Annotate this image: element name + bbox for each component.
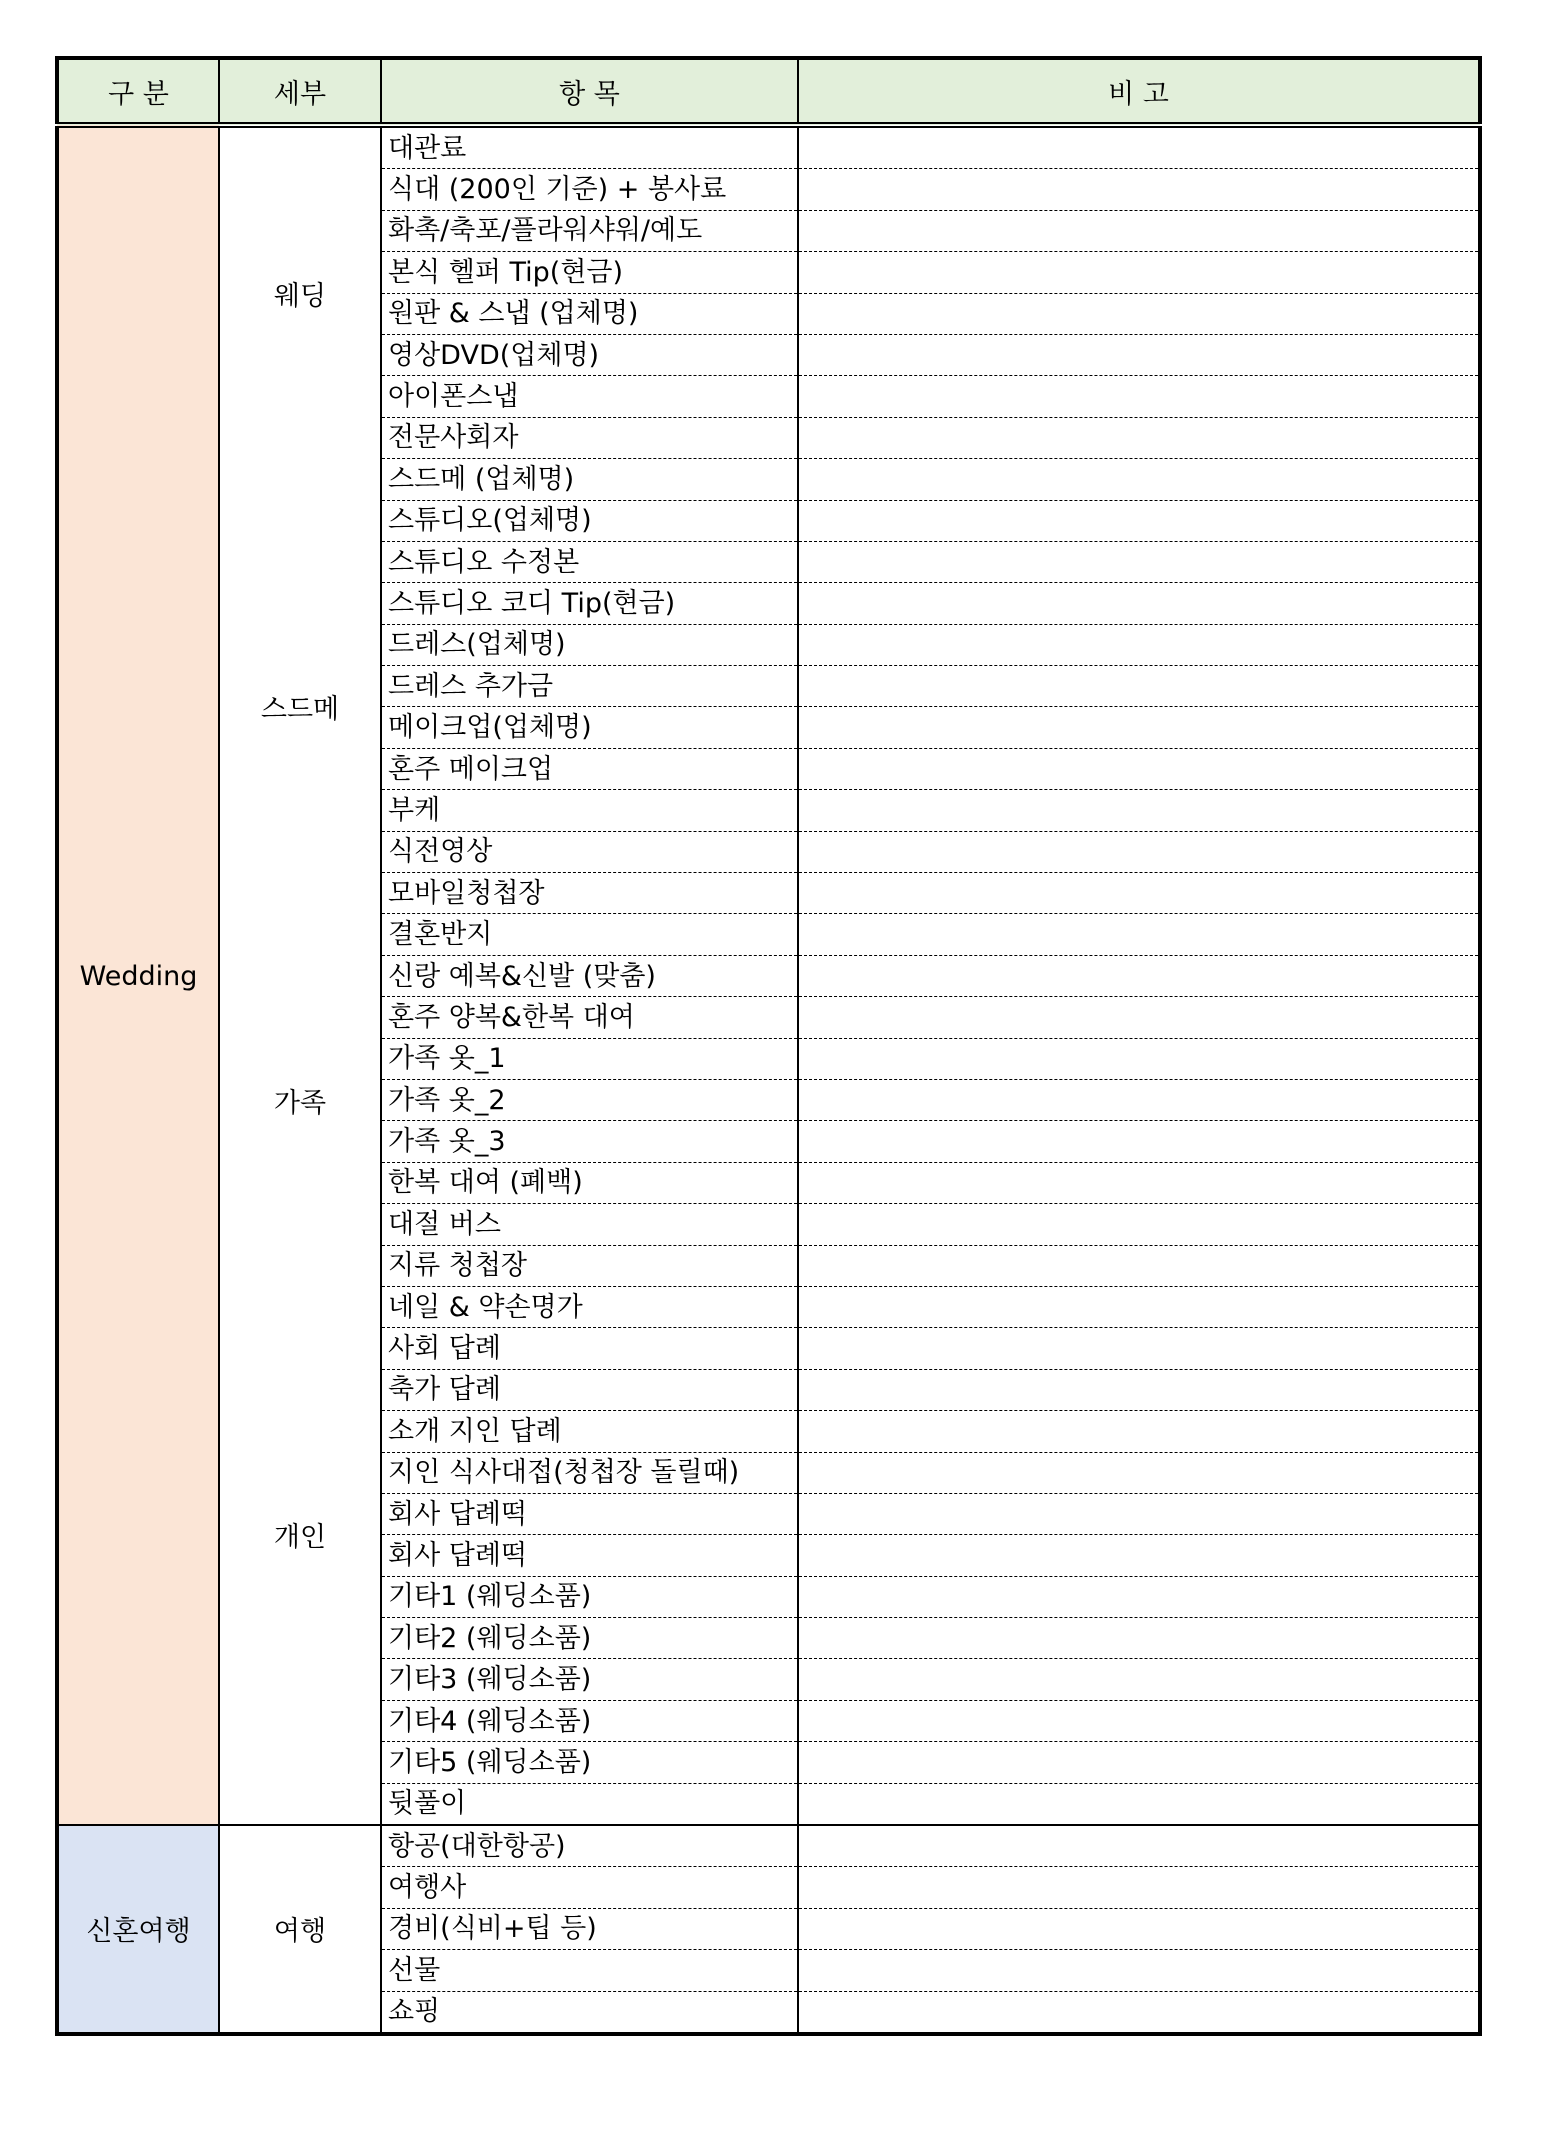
item-cell: 네일 & 약손명가	[381, 1286, 798, 1327]
item-cell: 대절 버스	[381, 1204, 798, 1245]
item-cell: 축가 답례	[381, 1369, 798, 1410]
note-cell[interactable]	[798, 541, 1480, 582]
item-cell: 혼주 양복&한복 대여	[381, 997, 798, 1038]
item-cell: 본식 헬퍼 Tip(현금)	[381, 252, 798, 293]
item-cell: 부케	[381, 790, 798, 831]
note-cell[interactable]	[798, 873, 1480, 914]
note-cell[interactable]	[798, 1286, 1480, 1327]
item-cell: 스드메 (업체명)	[381, 459, 798, 500]
item-cell: 항공(대한항공)	[381, 1825, 798, 1867]
item-cell: 대관료	[381, 125, 798, 169]
note-cell[interactable]	[798, 1825, 1480, 1867]
note-cell[interactable]	[798, 1328, 1480, 1369]
note-cell[interactable]	[798, 1038, 1480, 1079]
item-cell: 기타2 (웨딩소품)	[381, 1618, 798, 1659]
item-cell: 사회 답례	[381, 1328, 798, 1369]
note-cell[interactable]	[798, 1493, 1480, 1534]
note-cell[interactable]	[798, 1535, 1480, 1576]
item-cell: 가족 옷_3	[381, 1121, 798, 1162]
table-row	[57, 459, 1480, 500]
subcategory-cell: 여행	[219, 1825, 381, 2034]
note-cell[interactable]	[798, 417, 1480, 458]
note-cell[interactable]	[798, 1411, 1480, 1452]
table-header	[57, 58, 1480, 125]
item-cell: 전문사회자	[381, 417, 798, 458]
item-cell: 여행사	[381, 1867, 798, 1908]
item-cell: 식전영상	[381, 831, 798, 872]
note-cell[interactable]	[798, 707, 1480, 748]
note-cell[interactable]	[798, 1700, 1480, 1741]
table-row	[57, 1825, 1480, 1867]
note-cell[interactable]	[798, 1659, 1480, 1700]
note-cell[interactable]	[798, 252, 1480, 293]
note-cell[interactable]	[798, 790, 1480, 831]
header-row	[57, 58, 1480, 125]
header-category: 구 분	[57, 58, 219, 125]
item-cell: 스튜디오(업체명)	[381, 500, 798, 541]
subcategory-cell: 개인	[219, 1245, 381, 1825]
item-cell: 기타4 (웨딩소품)	[381, 1700, 798, 1741]
note-cell[interactable]	[798, 666, 1480, 707]
note-cell[interactable]	[798, 997, 1480, 1038]
item-cell: 선물	[381, 1950, 798, 1991]
note-cell[interactable]	[798, 1452, 1480, 1493]
note-cell[interactable]	[798, 624, 1480, 665]
item-cell: 메이크업(업체명)	[381, 707, 798, 748]
note-cell[interactable]	[798, 1245, 1480, 1286]
item-cell: 회사 답례떡	[381, 1493, 798, 1534]
item-cell: 스튜디오 코디 Tip(현금)	[381, 583, 798, 624]
subcategory-cell: 가족	[219, 955, 381, 1245]
table-body	[57, 125, 1480, 2034]
item-cell: 결혼반지	[381, 914, 798, 955]
item-cell: 뒷풀이	[381, 1783, 798, 1825]
note-cell[interactable]	[798, 459, 1480, 500]
note-cell[interactable]	[798, 831, 1480, 872]
note-cell[interactable]	[798, 169, 1480, 210]
subcategory-cell: 스드메	[219, 459, 381, 956]
note-cell[interactable]	[798, 1950, 1480, 1991]
note-cell[interactable]	[798, 1576, 1480, 1617]
header-item: 항 목	[381, 58, 798, 125]
item-cell: 지인 식사대접(청첩장 돌릴때)	[381, 1452, 798, 1493]
note-cell[interactable]	[798, 210, 1480, 251]
item-cell: 가족 옷_1	[381, 1038, 798, 1079]
item-cell: 회사 답례떡	[381, 1535, 798, 1576]
item-cell: 화촉/축포/플라워샤워/예도	[381, 210, 798, 251]
note-cell[interactable]	[798, 334, 1480, 375]
item-cell: 드레스(업체명)	[381, 624, 798, 665]
item-cell: 원판 & 스냅 (업체명)	[381, 293, 798, 334]
item-cell: 한복 대여 (폐백)	[381, 1162, 798, 1203]
note-cell[interactable]	[798, 125, 1480, 169]
item-cell: 기타3 (웨딩소품)	[381, 1659, 798, 1700]
item-cell: 아이폰스냅	[381, 376, 798, 417]
item-cell: 모바일청첩장	[381, 873, 798, 914]
item-cell: 소개 지인 답례	[381, 1411, 798, 1452]
note-cell[interactable]	[798, 955, 1480, 996]
category-cell: Wedding	[57, 125, 219, 1825]
item-cell: 영상DVD(업체명)	[381, 334, 798, 375]
note-cell[interactable]	[798, 1867, 1480, 1908]
item-cell: 식대 (200인 기준) + 봉사료	[381, 169, 798, 210]
item-cell: 스튜디오 수정본	[381, 541, 798, 582]
budget-table	[55, 56, 1482, 2036]
note-cell[interactable]	[798, 583, 1480, 624]
category-cell: 신혼여행	[57, 1825, 219, 2034]
item-cell: 혼주 메이크업	[381, 748, 798, 789]
item-cell: 지류 청첩장	[381, 1245, 798, 1286]
note-cell[interactable]	[798, 500, 1480, 541]
note-cell[interactable]	[798, 1991, 1480, 2034]
note-cell[interactable]	[798, 1783, 1480, 1825]
note-cell[interactable]	[798, 1204, 1480, 1245]
note-cell[interactable]	[798, 1742, 1480, 1783]
table-row	[57, 955, 1480, 996]
note-cell[interactable]	[798, 1908, 1480, 1949]
item-cell: 신랑 예복&신발 (맞춤)	[381, 955, 798, 996]
note-cell[interactable]	[798, 1121, 1480, 1162]
header-note: 비 고	[798, 58, 1480, 125]
item-cell: 드레스 추가금	[381, 666, 798, 707]
table-row	[57, 1245, 1480, 1286]
note-cell[interactable]	[798, 1618, 1480, 1659]
header-subcategory: 세부	[219, 58, 381, 125]
note-cell[interactable]	[798, 1369, 1480, 1410]
item-cell: 쇼핑	[381, 1991, 798, 2034]
note-cell[interactable]	[798, 914, 1480, 955]
subcategory-cell: 웨딩	[219, 125, 381, 459]
item-cell: 기타1 (웨딩소품)	[381, 1576, 798, 1617]
table-row	[57, 125, 1480, 169]
note-cell[interactable]	[798, 293, 1480, 334]
item-cell: 경비(식비+팁 등)	[381, 1908, 798, 1949]
note-cell[interactable]	[798, 748, 1480, 789]
note-cell[interactable]	[798, 1162, 1480, 1203]
item-cell: 기타5 (웨딩소품)	[381, 1742, 798, 1783]
note-cell[interactable]	[798, 376, 1480, 417]
item-cell: 가족 옷_2	[381, 1079, 798, 1120]
note-cell[interactable]	[798, 1079, 1480, 1120]
